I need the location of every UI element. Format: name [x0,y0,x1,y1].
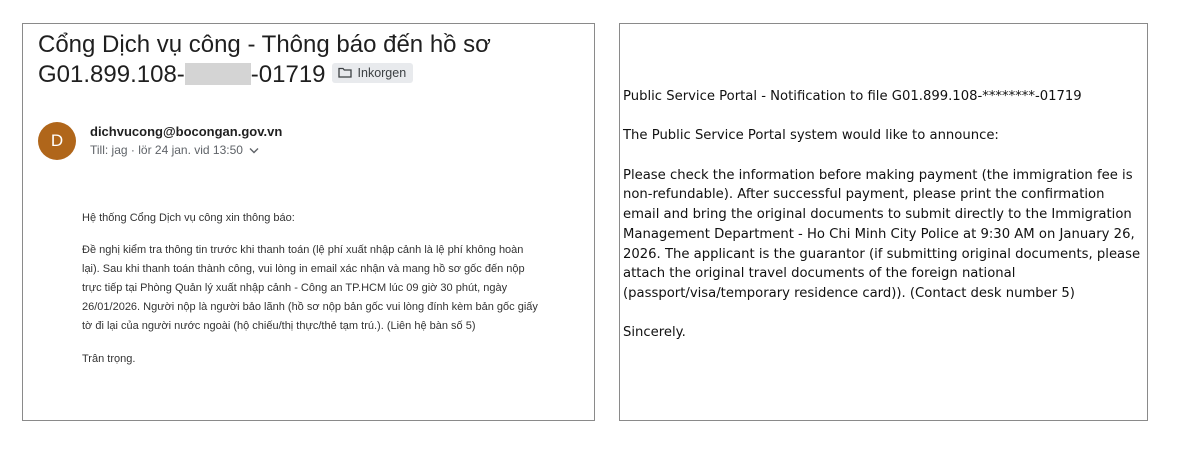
translation-intro: The Public Service Portal system would like to announce: [623,128,999,144]
redaction-block [185,63,251,85]
translation-main: Please check the information before making payment (the immigration fee is non-refundable). After successful payment, please print the confirmation email and bring the original documents to submit directly to the Immigration Management Department - Ho Chi Minh City Police at 9:30 AM on January 26, 2026. The applicant is the guarantor (if submitting original documents, please attach the original travel documents of the foreign national (passport/visa/temporary residence card)). (Contact desk number 5) [623,167,1141,301]
email-subject [38,30,588,90]
subject-text-part2: -01719 [250,61,326,88]
folder-icon [338,67,352,78]
subject-text-part1: Cổng Dịch vụ công - Thông báo đến hồ sơ G01.899.108- [38,31,491,88]
sender-address: dichvucong@bocongan.gov.vn [90,124,283,139]
translation-panel [619,23,1148,421]
inbox-label-text: Inkorgen [357,65,407,80]
body-greeting: Hệ thống Cổng Dịch vụ công xin thông báo: [82,212,295,224]
chevron-down-icon[interactable] [249,147,259,154]
recipient-text: Till: jag · lör 24 jan. vid 13:50 [90,143,243,157]
recipient-details[interactable] [90,143,259,157]
translation-text [623,87,1143,363]
email-body [82,209,542,382]
translation-closing: Sincerely. [623,325,686,341]
email-screenshot-panel [22,23,595,421]
inbox-label-chip[interactable] [332,63,414,83]
translation-title: Public Service Portal - Notification to file G01.899.108-********-01719 [623,89,1082,104]
sender-avatar: D [38,122,76,160]
body-closing: Trân trọng. [82,353,136,365]
body-main-paragraph: Đề nghị kiểm tra thông tin trước khi thanh toán (lệ phí xuất nhập cảnh là lệ phí không hoàn lại). Sau khi thanh toán thành công, vui lòng in email xác nhận và mang hồ sơ gốc đến nộp trực tiếp tại Phòng Quản lý xuất nhập cảnh - Công an TP.HCM lúc 09 giờ 30 phút, ngày 26/01/2026. Người nộp là người bảo lãnh (hồ sơ nộp bản gốc vui lòng đính kèm bản gốc giấy tờ đi lại của người nước ngoài (hộ chiếu/thị thực/thẻ tạm trú.). (Liên hệ bàn số 5) [82,244,538,332]
